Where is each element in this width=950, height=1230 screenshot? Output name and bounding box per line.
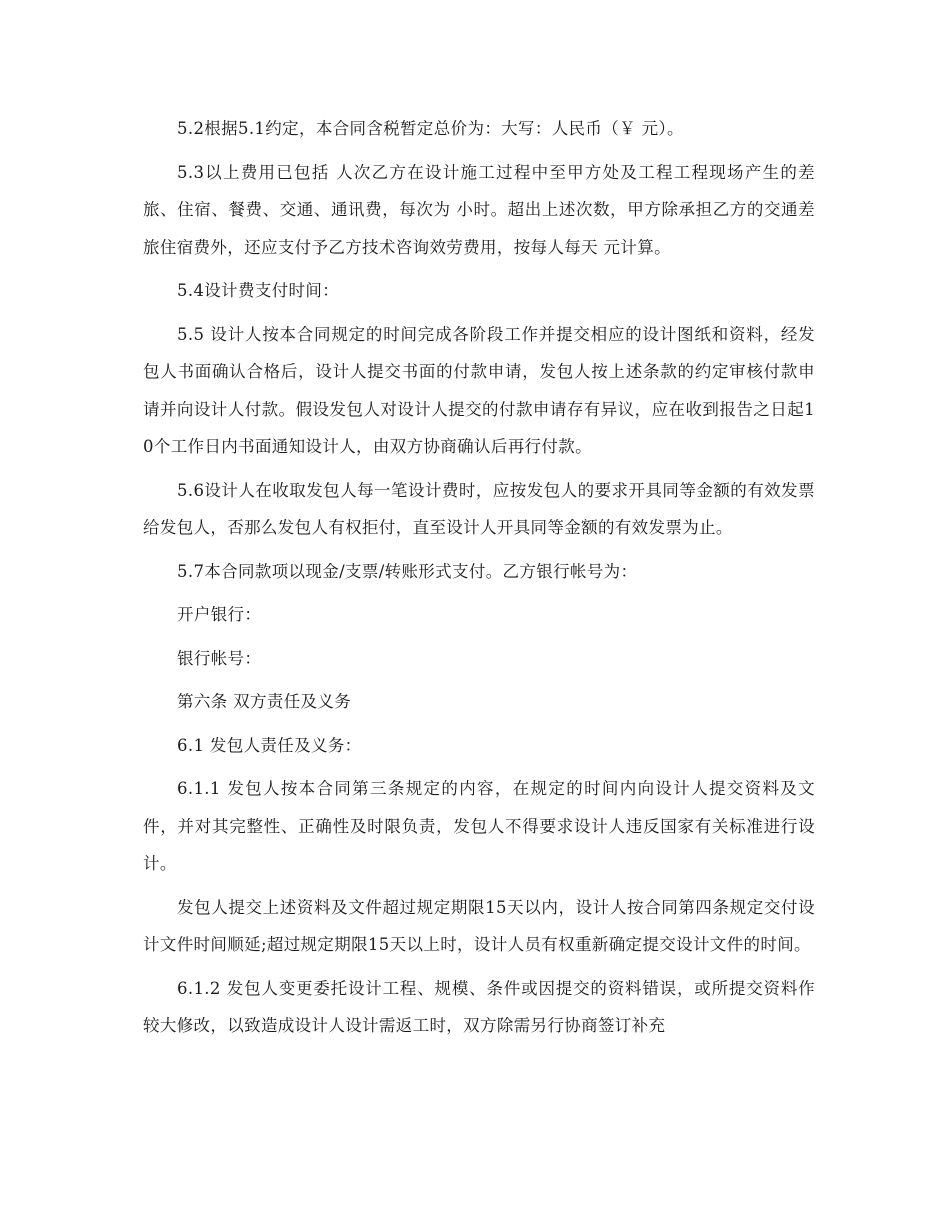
paragraph-5-3: 5.3以上费用已包括 人次乙方在设计施工过程中至甲方处及工程工程现场产生的差旅、住宿、餐费、交通、通讯费，每次为 小时。超出上述次数，甲方除承担乙方的交通差旅住宿费外，还应支付予乙方技术咨询效劳费用，按每人每天 元计算。 (143, 162, 815, 257)
bank-name-line: 开户银行： (177, 605, 262, 624)
section-6-1-heading: 6.1 发包人责任及义务： (177, 735, 362, 755)
paragraph-6-1-2: 6.1.2 发包人变更委托设计工程、规模、条件或因提交的资料错误，或所提交资料作较大修改，以致造成设计人设计需返工时，双方除需另行协商签订补充 (143, 978, 815, 1035)
paragraph-6-1-1: 6.1.1 发包人按本合同第三条规定的内容，在规定的时间内向设计人提交资料及文件，并对其完整性、正确性及时限负责，发包人不得要求设计人违反国家有关标准进行设计。 (143, 779, 815, 873)
paragraph-5-6: 5.6设计人在收取发包人每一笔设计费时，应按发包人的要求开具同等金额的有效发票给发包人，否那么发包人有权拒付，直至设计人开具同等金额的有效发票为止。 (143, 480, 815, 537)
paragraph-5-2: 5.2根据5.1约定，本合同含税暂定总价为：大写：人民币（￥ 元）。 (177, 119, 684, 138)
paragraph-5-4: 5.4设计费支付时间： (177, 281, 340, 300)
article-6-heading: 第六条 双方责任及义务 (177, 692, 352, 711)
document-page (143, 110, 815, 1045)
paragraph-deadline: 发包人提交上述资料及文件超过规定期限15天以内，设计人按合同第四条规定交付设计文件时间顺延;超过规定期限15天以上时，设计人员有权重新确定提交设计文件的时间。 (143, 897, 815, 954)
bank-account-line: 银行帐号： (177, 648, 262, 668)
paragraph-5-7: 5.7本合同款项以现金/支票/转账形式支付。乙方银行帐号为： (177, 561, 638, 581)
paragraph-5-5: 5.5 设计人按本合同规定的时间完成各阶段工作并提交相应的设计图纸和资料，经发包人书面确认合格后，设计人提交书面的付款申请，发包人按上述条款的约定审核付款申请并向设计人付款。假设发包人对设计人提交的付款申请存有异议，应在收到报告之日起10个工作日内书面通知设计人，由双方协商确认后再行付款。 (143, 324, 815, 456)
